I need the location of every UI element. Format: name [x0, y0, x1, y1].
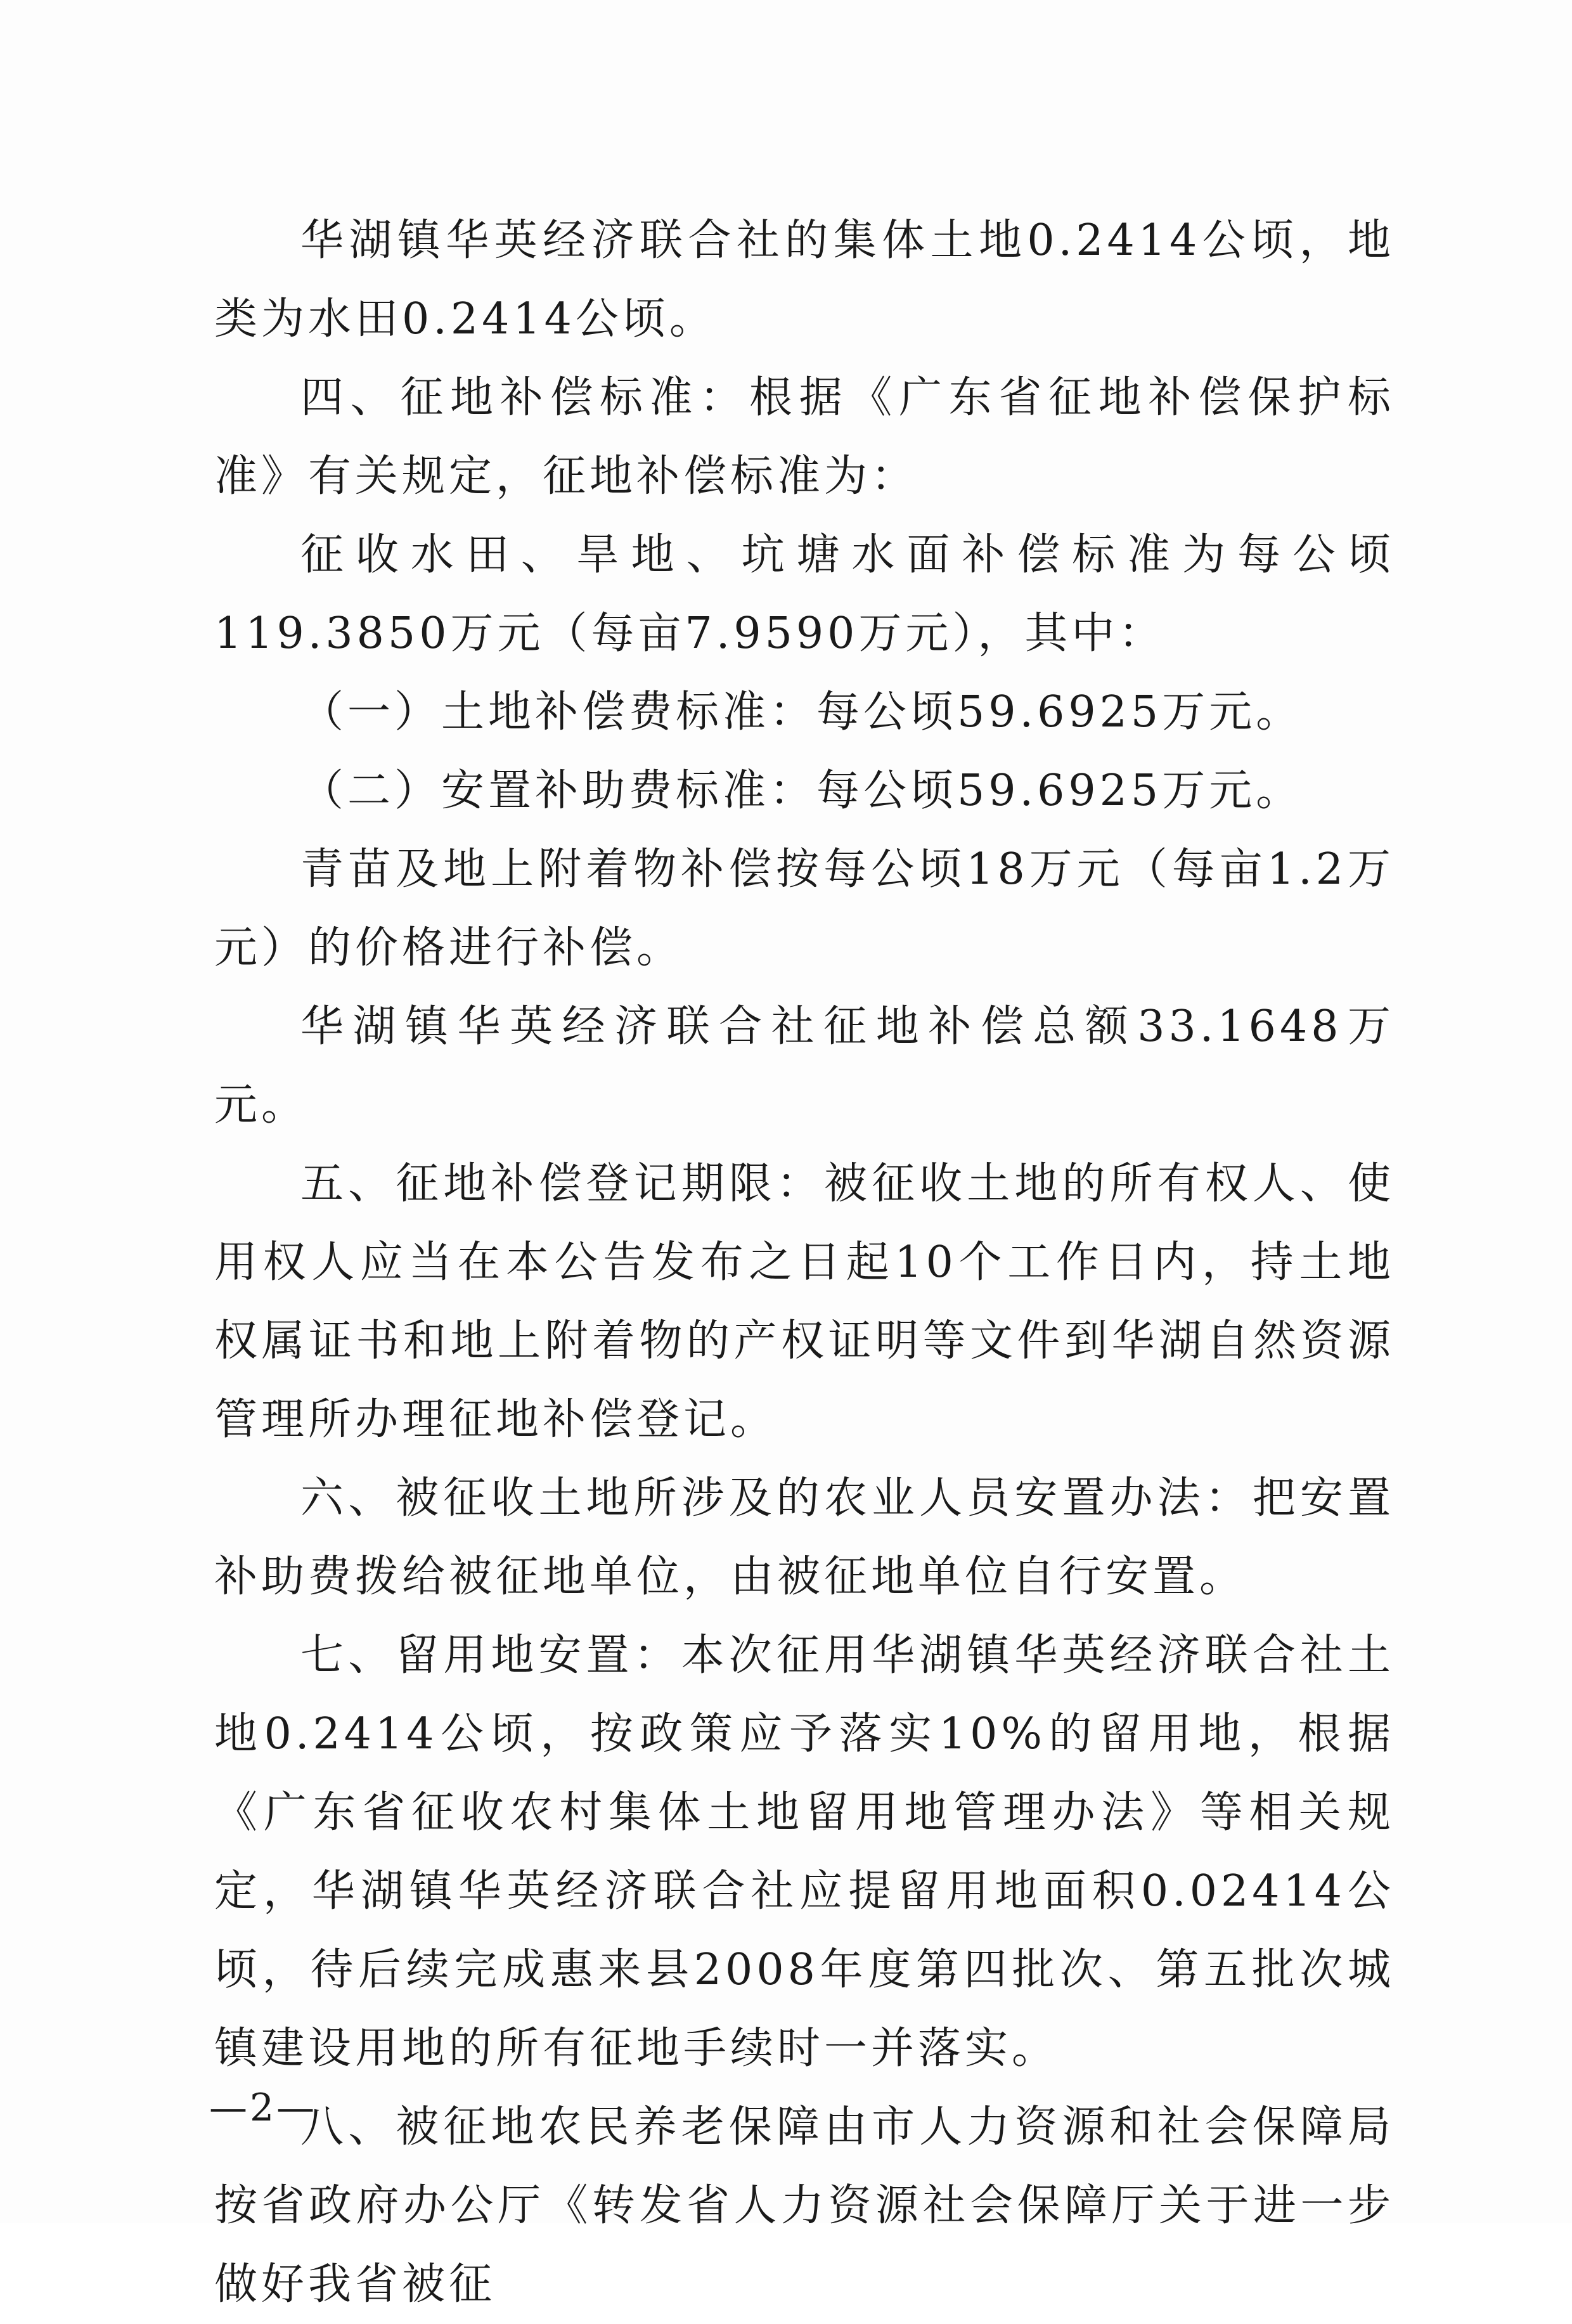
paragraph-resettlement-method: 六、被征收土地所涉及的农业人员安置办法：把安置补助费拨给被征地单位，由被征地单位自行安置。 [214, 1473, 1395, 1602]
paragraph-total-compensation: 华湖镇华英经济联合社征地补偿总额33.1648万元。 [214, 1002, 1395, 1130]
paragraph-land-compensation-fee: （一）土地补偿费标准：每公顷59.6925万元。 [300, 687, 1303, 737]
paragraph-reserved-land: 七、留用地安置：本次征用华湖镇华英经济联合社土地0.2414公顷，按政策应予落实10%的留用地，根据《广东省征收农村集体土地留用地管理办法》等相关规定，华湖镇华英经济联合社应提留用地面积0.02414公顷，待后续完成惠来县2008年度第四批次、第五批次城镇建设用地的所有征地手续时一并落实。 [214, 1630, 1395, 2074]
paragraph-compensation-standard: 四、征地补偿标准：根据《广东省征地补偿保护标准》有关规定，征地补偿标准为： [214, 373, 1395, 501]
paragraph-land-area: 华湖镇华英经济联合社的集体土地0.2414公顷，地类为水田0.2414公顷。 [214, 216, 1395, 344]
document-body [214, 202, 1395, 2324]
paragraph-crop-compensation: 青苗及地上附着物补偿按每公顷18万元（每亩1.2万元）的价格进行补偿。 [214, 844, 1395, 973]
paragraph-compensation-rate: 征收水田、旱地、坑塘水面补偿标准为每公顷119.3850万元（每亩7.9590万元），其中： [214, 530, 1395, 659]
paragraph-registration-deadline: 五、征地补偿登记期限：被征收土地的所有权人、使用权人应当在本公告发布之日起10个工作日内，持土地权属证书和地上附着物的产权证明等文件到华湖自然资源管理所办理征地补偿登记。 [214, 1159, 1395, 1445]
paragraph-resettlement-subsidy: （二）安置补助费标准：每公顷59.6925万元。 [300, 766, 1303, 816]
paragraph-pension-security: 八、被征地农民养老保障由市人力资源和社会保障局按省政府办公厅《转发省人力资源社会保障厅关于进一步做好我省被征 [214, 2102, 1395, 2309]
page-number: —2— [209, 2086, 318, 2130]
